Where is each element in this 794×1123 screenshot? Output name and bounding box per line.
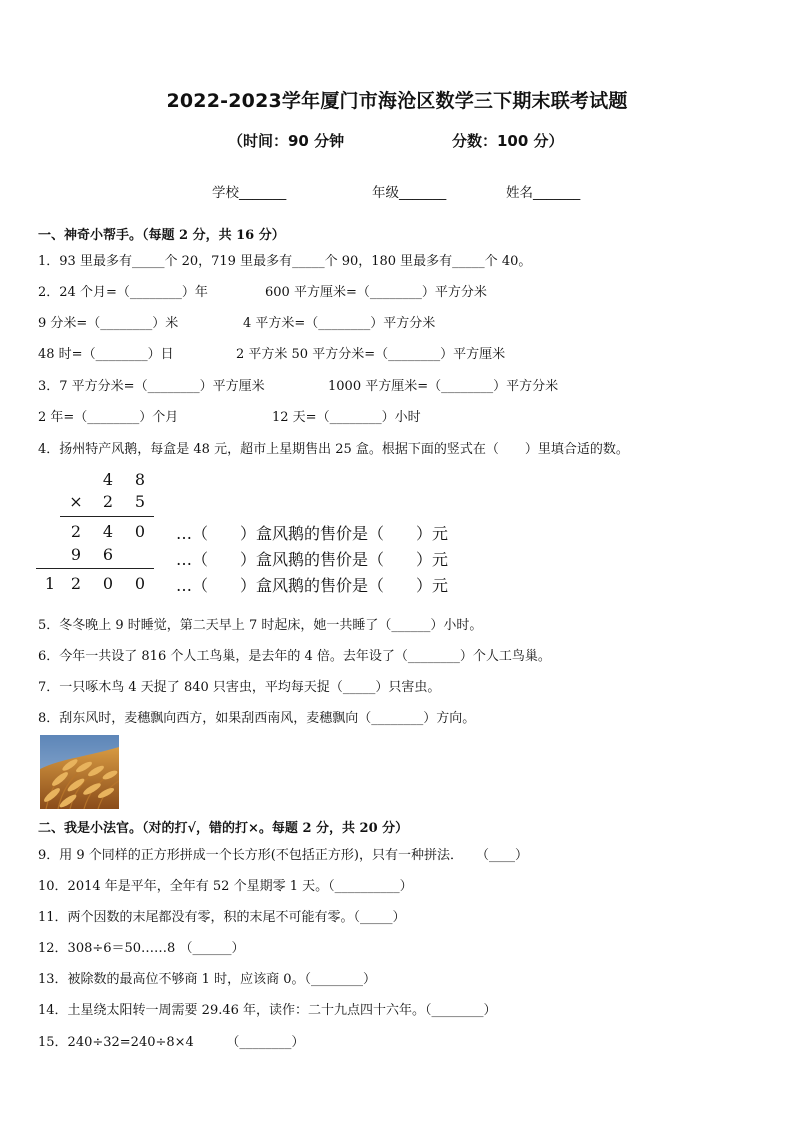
question-15: 15．240÷32=240÷8×4 （________） <box>38 1035 305 1050</box>
calc-note-1: …（ ）盒风鹅的售价是（ ）元 <box>176 524 449 543</box>
question-11: 11．两个因数的末尾都没有零，积的末尾不可能有零。（_____） <box>38 910 406 925</box>
calc-note-3: …（ ）盒风鹅的售价是（ ）元 <box>176 576 449 595</box>
question-2d: 4 平方米=（________）平方分米 <box>243 316 436 331</box>
question-10: 10．2014 年是平年，全年有 52 个星期零 1 天。（__________） <box>38 879 413 894</box>
calc-digit: 2 <box>70 574 82 593</box>
question-2e: 48 时=（________）日 <box>38 347 174 362</box>
question-5: 5．冬冬晚上 9 时睡觉，第二天早上 7 时起床，她一共睡了（______）小时。 <box>38 618 483 633</box>
calc-line <box>60 516 154 517</box>
calc-digit: 6 <box>102 545 114 564</box>
page-title: 2022-2023学年厦门市海沧区数学三下期末联考试题 <box>166 90 628 112</box>
wheat-photo-icon <box>40 735 119 809</box>
calc-digit: 2 <box>70 522 82 541</box>
multiply-sign: × <box>69 492 83 511</box>
question-2f: 2 平方米 50 平方分米=（________）平方厘米 <box>236 347 506 362</box>
question-13: 13．被除数的最高位不够商 1 时，应该商 0。（________） <box>38 972 376 987</box>
calc-digit: 1 <box>44 574 56 593</box>
calc-digit: 0 <box>134 522 146 541</box>
question-1: 1．93 里最多有_____个 20，719 里最多有_____个 90，180 里最多有_____个 40。 <box>38 254 532 269</box>
question-12: 12．308÷6＝50……8 （______） <box>38 941 245 956</box>
question-9: 9．用 9 个同样的正方形拼成一个长方形(不包括正方形)，只有一种拼法． （____） <box>38 848 528 863</box>
calc-digit: 8 <box>134 470 146 489</box>
question-6: 6．今年一共设了 816 个人工鸟巢，是去年的 4 倍。去年设了（________）个人工鸟巢。 <box>38 649 551 664</box>
question-3b: 1000 平方厘米=（________）平方分米 <box>328 379 559 394</box>
question-7: 7．一只啄木鸟 4 天捉了 840 只害虫，平均每天捉（_____）只害虫。 <box>38 680 441 695</box>
calc-line <box>36 568 154 569</box>
calc-digit: 4 <box>102 522 114 541</box>
calc-digit: 4 <box>102 470 114 489</box>
grade-field[interactable]: 年级_______ <box>372 185 447 201</box>
school-field[interactable]: 学校_______ <box>212 185 287 201</box>
calc-digit: 5 <box>134 492 146 511</box>
question-8: 8．刮东风时，麦穗飘向西方，如果刮西南风，麦穗飘向（________）方向。 <box>38 711 476 726</box>
exam-time: （时间：90 分钟 <box>228 132 345 150</box>
calc-digit: 0 <box>134 574 146 593</box>
calc-note-2: …（ ）盒风鹅的售价是（ ）元 <box>176 550 449 569</box>
question-3a: 3．7 平方分米=（________）平方厘米 <box>38 379 265 394</box>
question-4: 4．扬州特产风鹅，每盒是 48 元，超市上星期售出 25 盒。根据下面的竖式在（ ）里填合适的数。 <box>38 442 629 457</box>
section1-heading: 一、神奇小帮手。（每题 2 分，共 16 分） <box>38 228 285 243</box>
calc-digit: 0 <box>102 574 114 593</box>
question-3c: 2 年=（________）个月 <box>38 410 179 425</box>
name-field[interactable]: 姓名_______ <box>506 185 581 201</box>
question-2c: 9 分米=（________）米 <box>38 316 179 331</box>
section2-heading: 二、我是小法官。（对的打√，错的打×。每题 2 分，共 20 分） <box>38 821 409 836</box>
calc-digit: 9 <box>70 545 82 564</box>
calc-digit: 2 <box>102 492 114 511</box>
question-2a: 2．24 个月=（________）年 <box>38 285 208 300</box>
question-3d: 12 天=（________）小时 <box>272 410 421 425</box>
question-2b: 600 平方厘米=（________）平方分米 <box>265 285 487 300</box>
exam-score: 分数：100 分） <box>452 132 564 150</box>
question-14: 14．土星绕太阳转一周需要 29.46 年，读作：二十九点四十六年。（________） <box>38 1003 497 1018</box>
